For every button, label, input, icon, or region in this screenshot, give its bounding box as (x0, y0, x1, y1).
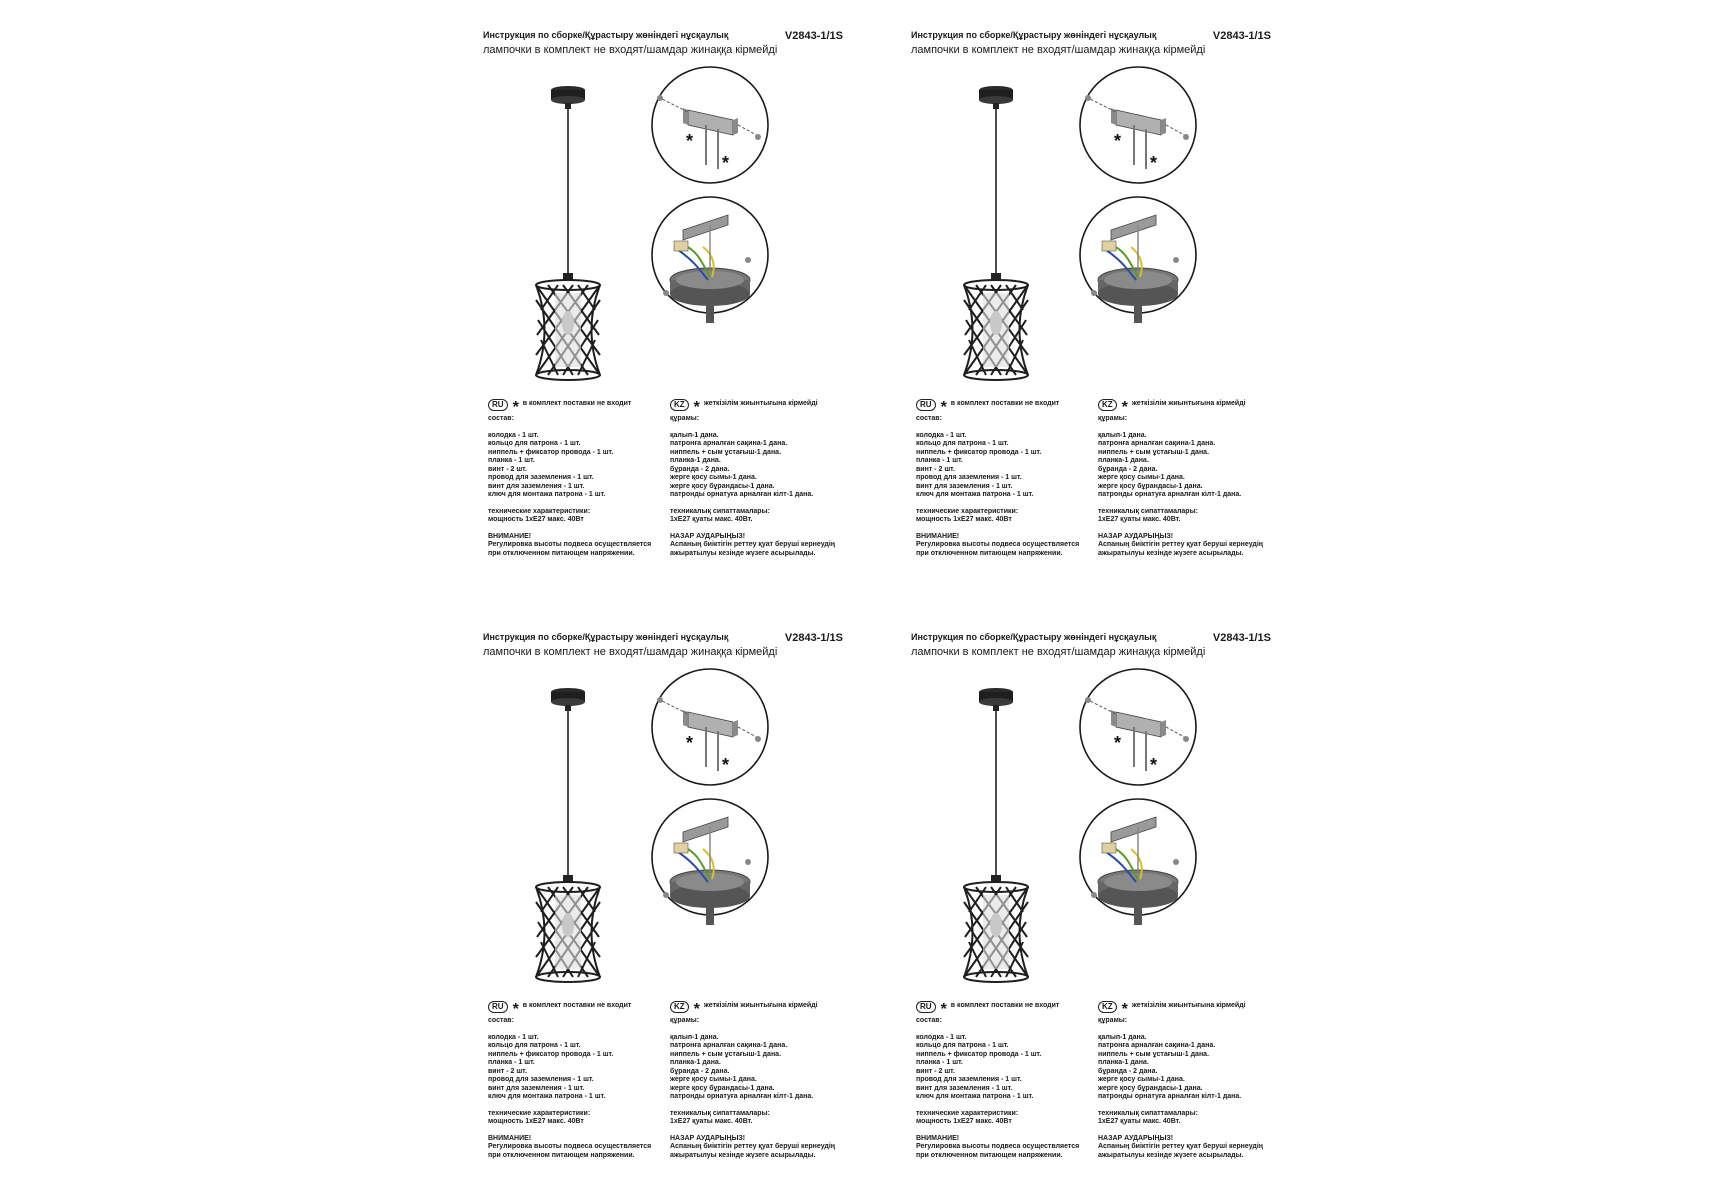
list-item: колодка - 1 шт. (488, 1033, 539, 1041)
list-item: жерге қосу сымы-1 дана. (670, 474, 757, 481)
list-item: қалып-1 дана. (670, 1033, 719, 1041)
ceiling-cup-wiring-detail (652, 197, 768, 323)
list-item: винт - 2 шт. (488, 465, 527, 473)
ru-column (488, 1000, 666, 1160)
specs-heading: технические характеристики: (488, 507, 591, 515)
ru-column (916, 398, 1094, 558)
ru-language-badge: RU (488, 399, 508, 411)
list-item: винт - 2 шт. (488, 1067, 527, 1075)
list-item: кольцо для патрона - 1 шт. (916, 1042, 1009, 1049)
list-item: патронға арналған сақина-1 дана. (670, 1042, 788, 1049)
list-item: жерге қосу сымы-1 дана. (1098, 474, 1185, 481)
list-item: планка - 1 шт. (488, 457, 535, 464)
pendant-lamp-drawing (941, 687, 1051, 987)
list-item: патронды орнатуға арналған кілт-1 дана. (1098, 1093, 1242, 1100)
list-item: планка-1 дана. (670, 457, 721, 464)
list-item: винт для заземления - 1 шт. (488, 1084, 585, 1092)
svg-text:*: * (1150, 755, 1158, 775)
specs-heading: техникалық сипаттамалары: (670, 507, 770, 515)
kz-column (670, 1000, 848, 1160)
list-item: провод для заземления - 1 шт. (916, 474, 1022, 481)
asterisk-mark: * (512, 1000, 519, 1018)
warning-text: Регулировка высоты подвеса осуществляется (488, 1143, 652, 1150)
list-item: кольцо для патрона - 1 шт. (488, 1042, 581, 1049)
list-item: жерге қосу сымы-1 дана. (1098, 1076, 1185, 1083)
list-item: жерге қосу бұрандасы-1 дана. (1098, 1084, 1203, 1092)
ru-language-badge: RU (916, 399, 936, 411)
list-item: жерге қосу сымы-1 дана. (670, 1076, 757, 1083)
contents-list (488, 432, 666, 500)
asterisk-mark: * (940, 1000, 947, 1018)
asterisk-mark: * (512, 398, 519, 416)
warning-text: ажыратылуы кезінде жүзеге асырылады. (670, 549, 816, 557)
warning-heading: ВНИМАНИЕ! (488, 532, 532, 540)
ru-column (488, 398, 666, 558)
instruction-header (911, 632, 1271, 658)
assembly-detail-diagrams (1076, 65, 1206, 325)
svg-text:*: * (1150, 153, 1158, 173)
instruction-title: Инструкция по сборке/Құрастыру жөніндегі нұсқаулық (911, 30, 1157, 40)
list-item: планка - 1 шт. (916, 457, 963, 464)
specs-heading: техникалық сипаттамалары: (1098, 1109, 1198, 1117)
contents-list (488, 1034, 666, 1102)
not-included-note: в комплект поставки не входит (522, 1002, 632, 1010)
warning-heading: ВНИМАНИЕ! (916, 532, 960, 540)
list-item: патронды орнатуға арналған кілт-1 дана. (1098, 491, 1242, 498)
list-item: провод для заземления - 1 шт. (488, 1076, 594, 1083)
specs-value: 1хE27 қуаты макс. 40Вт. (1098, 1118, 1181, 1125)
warning-text: при отключенном питающем напряжении. (488, 549, 635, 557)
ru-language-badge: RU (916, 1001, 936, 1013)
contents-list (916, 1034, 1094, 1102)
list-item: ниппель + фиксатор провода - 1 шт. (916, 1050, 1042, 1058)
kz-column (1098, 398, 1276, 558)
list-item: кольцо для патрона - 1 шт. (916, 440, 1009, 447)
warning-text: Регулировка высоты подвеса осуществляется (916, 541, 1080, 548)
pendant-lamp-drawing (513, 687, 623, 987)
warning-text: при отключенном питающем напряжении. (916, 549, 1063, 557)
pendant-lamp-drawing (513, 85, 623, 385)
list-item: винт для заземления - 1 шт. (488, 482, 585, 490)
not-included-note: жеткізілім жиынтығына кірмейді (703, 1002, 818, 1010)
kit-contents-columns (488, 1000, 888, 1160)
list-item: ниппель + сым ұстағыш-1 дана. (670, 448, 782, 456)
list-item: провод для заземления - 1 шт. (916, 1076, 1022, 1083)
svg-text:*: * (686, 131, 694, 151)
contents-heading: құрамы: (670, 415, 700, 422)
kz-language-badge: KZ (1098, 399, 1117, 411)
list-item: планка-1 дана. (1098, 1059, 1149, 1066)
warning-text: Аспаның биіктігін реттеу қуат беруші кернеудің (670, 541, 836, 548)
list-item: ключ для монтажа патрона - 1 шт. (488, 1093, 606, 1100)
warning-heading: ВНИМАНИЕ! (488, 1134, 532, 1142)
asterisk-mark: * (693, 398, 700, 416)
list-item: колодка - 1 шт. (488, 431, 539, 439)
list-item: патронға арналған сақина-1 дана. (1098, 440, 1216, 447)
ceiling-cup-wiring-detail (652, 799, 768, 925)
list-item: қалып-1 дана. (1098, 431, 1147, 439)
specs-value: 1хE27 қуаты макс. 40Вт. (670, 1118, 753, 1125)
kz-language-badge: KZ (1098, 1001, 1117, 1013)
list-item: колодка - 1 шт. (916, 431, 967, 439)
list-item: планка-1 дана. (1098, 457, 1149, 464)
warning-heading: НАЗАР АУДАРЫҢЫЗ! (1098, 1134, 1174, 1142)
warning-text: ажыратылуы кезінде жүзеге асырылады. (1098, 1151, 1244, 1159)
list-item: ниппель + фиксатор провода - 1 шт. (916, 448, 1042, 456)
kz-language-badge: KZ (670, 1001, 689, 1013)
warning-text: Аспаның биіктігін реттеу қуат беруші кернеудің (670, 1143, 836, 1150)
ceiling-cup-wiring-detail (1080, 197, 1196, 323)
instruction-sheet-top-left (483, 30, 903, 590)
svg-text:*: * (1114, 131, 1122, 151)
list-item: планка-1 дана. (670, 1059, 721, 1066)
contents-list (670, 432, 848, 500)
kit-contents-columns (488, 398, 888, 558)
not-included-note: жеткізілім жиынтығына кірмейді (1131, 400, 1246, 408)
kz-column (670, 398, 848, 558)
contents-heading: құрамы: (1098, 415, 1128, 422)
ru-language-badge: RU (488, 1001, 508, 1013)
list-item: ключ для монтажа патрона - 1 шт. (916, 1093, 1034, 1100)
warning-heading: НАЗАР АУДАРЫҢЫЗ! (670, 532, 746, 540)
list-item: винт - 2 шт. (916, 1067, 955, 1075)
specs-value: 1хE27 қуаты макс. 40Вт. (1098, 516, 1181, 523)
instruction-sheet-top-right (911, 30, 1331, 590)
not-included-note: в комплект поставки не входит (950, 1002, 1060, 1010)
instruction-sheet-bottom-right (911, 632, 1331, 1192)
instruction-header (911, 30, 1271, 56)
contents-list (1098, 1034, 1276, 1102)
asterisk-mark: * (1121, 1000, 1128, 1018)
specs-value: мощность 1хE27 макс. 40Вт (488, 516, 584, 523)
contents-heading: состав: (916, 1017, 942, 1024)
contents-list (670, 1034, 848, 1102)
list-item: қалып-1 дана. (670, 431, 719, 439)
specs-heading: техникалық сипаттамалары: (1098, 507, 1198, 515)
specs-heading: технические характеристики: (916, 507, 1019, 515)
list-item: планка - 1 шт. (488, 1059, 535, 1066)
list-item: ниппель + сым ұстағыш-1 дана. (1098, 1050, 1210, 1058)
list-item: провод для заземления - 1 шт. (488, 474, 594, 481)
kz-column (1098, 1000, 1276, 1160)
list-item: жерге қосу бұрандасы-1 дана. (1098, 482, 1203, 490)
list-item: жерге қосу бұрандасы-1 дана. (670, 1084, 775, 1092)
contents-list (1098, 432, 1276, 500)
list-item: қалып-1 дана. (1098, 1033, 1147, 1041)
list-item: бұранда - 2 дана. (1098, 1067, 1158, 1075)
warning-text: при отключенном питающем напряжении. (488, 1151, 635, 1159)
bulb-note: лампочки в комплект не входят/шамдар жинаққа кірмейді (483, 44, 778, 56)
list-item: винт для заземления - 1 шт. (916, 1084, 1013, 1092)
mounting-bracket-detail (1080, 669, 1196, 785)
ru-column (916, 1000, 1094, 1160)
list-item: ниппель + фиксатор провода - 1 шт. (488, 1050, 614, 1058)
kit-contents-columns (916, 398, 1316, 558)
list-item: ключ для монтажа патрона - 1 шт. (488, 491, 606, 498)
model-number: V2843-1/1S (1212, 30, 1271, 42)
list-item: колодка - 1 шт. (916, 1033, 967, 1041)
instruction-title: Инструкция по сборке/Құрастыру жөніндегі нұсқаулық (483, 632, 729, 642)
list-item: патронды орнатуға арналған кілт-1 дана. (670, 491, 814, 498)
specs-heading: техникалық сипаттамалары: (670, 1109, 770, 1117)
contents-heading: құрамы: (1098, 1017, 1128, 1024)
not-included-note: жеткізілім жиынтығына кірмейді (703, 400, 818, 408)
svg-text:*: * (722, 755, 730, 775)
kit-contents-columns (916, 1000, 1316, 1160)
list-item: планка - 1 шт. (916, 1059, 963, 1066)
specs-value: мощность 1хE27 макс. 40Вт (488, 1118, 584, 1125)
list-item: ниппель + сым ұстағыш-1 дана. (1098, 448, 1210, 456)
instruction-header (483, 30, 843, 56)
list-item: бұранда - 2 дана. (1098, 465, 1158, 473)
assembly-detail-diagrams (648, 65, 778, 325)
asterisk-mark: * (940, 398, 947, 416)
list-item: патронды орнатуға арналған кілт-1 дана. (670, 1093, 814, 1100)
svg-text:*: * (686, 733, 694, 753)
not-included-note: в комплект поставки не входит (522, 400, 632, 408)
contents-list (916, 432, 1094, 500)
mounting-bracket-detail (1080, 67, 1196, 183)
warning-text: Регулировка высоты подвеса осуществляется (916, 1143, 1080, 1150)
warning-text: ажыратылуы кезінде жүзеге асырылады. (670, 1151, 816, 1159)
list-item: патронға арналған сақина-1 дана. (1098, 1042, 1216, 1049)
list-item: ключ для монтажа патрона - 1 шт. (916, 491, 1034, 498)
warning-heading: НАЗАР АУДАРЫҢЫЗ! (670, 1134, 746, 1142)
bulb-note: лампочки в комплект не входят/шамдар жинаққа кірмейді (911, 44, 1206, 56)
specs-value: мощность 1хE27 макс. 40Вт (916, 516, 1012, 523)
warning-text: ажыратылуы кезінде жүзеге асырылады. (1098, 549, 1244, 557)
kz-language-badge: KZ (670, 399, 689, 411)
specs-value: мощность 1хE27 макс. 40Вт (916, 1118, 1012, 1125)
instruction-title: Инструкция по сборке/Құрастыру жөніндегі нұсқаулық (483, 30, 729, 40)
asterisk-mark: * (693, 1000, 700, 1018)
list-item: ниппель + сым ұстағыш-1 дана. (670, 1050, 782, 1058)
instruction-sheet-bottom-left (483, 632, 903, 1192)
warning-text: Регулировка высоты подвеса осуществляется (488, 541, 652, 548)
list-item: кольцо для патрона - 1 шт. (488, 440, 581, 447)
list-item: жерге қосу бұрандасы-1 дана. (670, 482, 775, 490)
pendant-lamp-drawing (941, 85, 1051, 385)
bulb-note: лампочки в комплект не входят/шамдар жинаққа кірмейді (911, 646, 1206, 658)
model-number: V2843-1/1S (784, 632, 843, 644)
list-item: винт для заземления - 1 шт. (916, 482, 1013, 490)
bulb-note: лампочки в комплект не входят/шамдар жинаққа кірмейді (483, 646, 778, 658)
svg-text:*: * (722, 153, 730, 173)
svg-text:*: * (1114, 733, 1122, 753)
not-included-note: жеткізілім жиынтығына кірмейді (1131, 1002, 1246, 1010)
warning-text: при отключенном питающем напряжении. (916, 1151, 1063, 1159)
not-included-note: в комплект поставки не входит (950, 400, 1060, 408)
assembly-detail-diagrams (648, 667, 778, 927)
asterisk-mark: * (1121, 398, 1128, 416)
warning-heading: НАЗАР АУДАРЫҢЫЗ! (1098, 532, 1174, 540)
specs-heading: технические характеристики: (916, 1109, 1019, 1117)
assembly-detail-diagrams (1076, 667, 1206, 927)
contents-heading: состав: (488, 1017, 514, 1024)
model-number: V2843-1/1S (784, 30, 843, 42)
mounting-bracket-detail (652, 67, 768, 183)
list-item: бұранда - 2 дана. (670, 1067, 730, 1075)
instruction-header (483, 632, 843, 658)
warning-text: Аспаның биіктігін реттеу қуат беруші кернеудің (1098, 541, 1264, 548)
ceiling-cup-wiring-detail (1080, 799, 1196, 925)
list-item: винт - 2 шт. (916, 465, 955, 473)
warning-text: Аспаның биіктігін реттеу қуат беруші кернеудің (1098, 1143, 1264, 1150)
mounting-bracket-detail (652, 669, 768, 785)
warning-heading: ВНИМАНИЕ! (916, 1134, 960, 1142)
contents-heading: состав: (488, 415, 514, 422)
contents-heading: құрамы: (670, 1017, 700, 1024)
instruction-title: Инструкция по сборке/Құрастыру жөніндегі нұсқаулық (911, 632, 1157, 642)
model-number: V2843-1/1S (1212, 632, 1271, 644)
list-item: патронға арналған сақина-1 дана. (670, 440, 788, 447)
contents-heading: состав: (916, 415, 942, 422)
specs-value: 1хE27 қуаты макс. 40Вт. (670, 516, 753, 523)
specs-heading: технические характеристики: (488, 1109, 591, 1117)
list-item: бұранда - 2 дана. (670, 465, 730, 473)
list-item: ниппель + фиксатор провода - 1 шт. (488, 448, 614, 456)
